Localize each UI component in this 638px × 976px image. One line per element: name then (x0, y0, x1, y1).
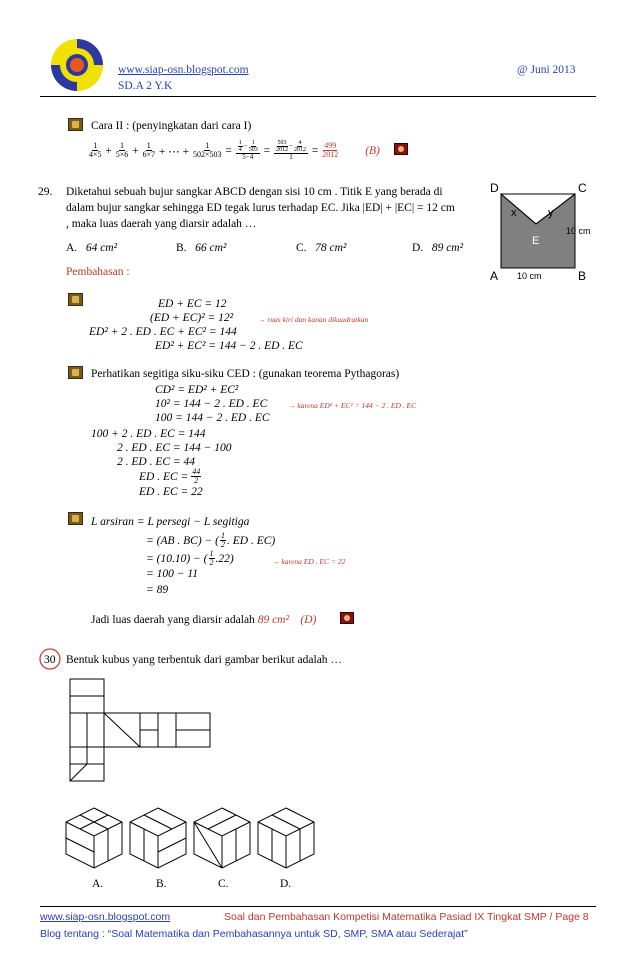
bullet-icon (68, 512, 83, 525)
fig-side-right: 10 cm (566, 226, 591, 236)
step2-line4: 100 + 2 . ED . EC = 144 (91, 428, 206, 440)
q29-option-c: C. 78 cm² (296, 242, 347, 254)
frac-5: $\frac{1}{4}$ − $\frac{1}{503}$ 5−4 (236, 140, 260, 161)
fig-label-a: A (490, 269, 499, 283)
cara2-label: Cara II : (penyingkatan dari cara I) (91, 120, 252, 132)
step2-line5: 2 . ED . EC = 144 − 100 (117, 442, 232, 454)
frac-6: $\frac{503}{2012}$ − $\frac{4}{2012}$ 1 (276, 140, 306, 161)
step1-line1: ED + EC = 12 (158, 298, 227, 310)
footer-site-link[interactable]: www.siap-osn.blogspot.com (40, 911, 171, 923)
cube-option-a (66, 808, 122, 868)
step3-note: → karena ED . EC = 22 (272, 557, 346, 566)
step3-line1: L arsiran = L persegi − L segitiga (91, 516, 250, 528)
bullet-icon (68, 366, 83, 379)
conclusion: Jadi luas daerah yang diarsir adalah 89 cm² (D) (91, 614, 317, 626)
step3-line4: = 100 − 11 (146, 568, 199, 580)
answer-badge-icon (394, 143, 408, 155)
q30-number: 30 (44, 654, 56, 666)
square-figure (486, 180, 604, 284)
bullet-icon (68, 118, 83, 131)
step3-line2: = (AB . BC) − ( $\frac{1}{2}$ . ED . EC) (146, 531, 276, 549)
footer-blog: Blog tentang : “Soal Matematika dan Pembahasannya untuk SD, SMP, SMA atau Sederajat” (40, 928, 468, 940)
step1-line2: (ED + EC)² = 12² (150, 312, 234, 324)
fig-label-b: B (578, 269, 587, 283)
frac-3: $\frac{1}{6\times 7}$ (142, 141, 156, 159)
answer-badge-icon (340, 612, 354, 624)
footer-rule (40, 906, 596, 907)
q30-option-a: A. (92, 878, 104, 890)
step2-intro: Perhatikan segitiga siku-siku CED : (gunakan teorema Pythagoras) (91, 368, 400, 380)
step2-line6: 2 . ED . EC = 44 (117, 456, 196, 468)
step2-line8: ED . EC = 22 (139, 486, 203, 498)
fig-label-x: x (511, 207, 517, 219)
cube-option-b (130, 808, 186, 868)
pembahasan-label: Pembahasan : (66, 266, 130, 278)
step1-line3: ED² + 2 . ED . EC + EC² = 144 (89, 326, 237, 338)
bullet-icon (68, 293, 83, 306)
frac-result: $\frac{499}{2012}$ (322, 141, 339, 159)
step2-line2: 10² = 144 − 2 . ED . EC (155, 398, 268, 410)
q29-option-a: A. 64 cm² (66, 242, 118, 254)
logo (48, 36, 106, 94)
fig-label-e: E (532, 235, 540, 247)
q29-line2: dalam bujur sangkar sehingga ED tegak lurus terhadap EC. Jika |ED| + |EC| = 12 cm (66, 202, 455, 214)
cube-option-c (194, 808, 250, 868)
frac-1: $\frac{1}{4\times 5}$ (89, 141, 102, 159)
q29-option-d: D. 89 cm² (412, 242, 464, 254)
step2-line3: 100 = 144 − 2 . ED . EC (155, 412, 270, 424)
step1-note: → ruas kiri dan kanan dikuadratkan (258, 315, 369, 324)
cube-options (62, 804, 342, 876)
step2-note: → karena ED² + EC² = 144 − 2 . ED . EC (288, 401, 417, 410)
q30-text: Bentuk kubus yang terbentuk dari gambar berikut adalah … (66, 654, 342, 666)
q29-option-b: B. 66 cm² (176, 242, 227, 254)
header-site-link[interactable]: www.siap-osn.blogspot.com (118, 64, 249, 76)
q30-option-d: D. (280, 878, 292, 890)
cara2-answer: (B) (365, 144, 380, 157)
step3-line5: = 89 (146, 584, 169, 596)
header-date: @ Juni 2013 (517, 64, 576, 76)
cara2-formula: $\frac{1}{4\times 5}$ + $\frac{1}{5\times 6}$ + $\frac{1}{6\times 7}$ + ⋯ + $\frac{1}{502\times 503}$ = $\frac{1}{4}$ − $\frac{1}{503}$ 5−4 = $\frac{503}{2012}$ − $\frac{4}{2012}$ 1 = $\frac{499}{2012}$ (B) (89, 140, 380, 161)
fig-label-c: C (578, 181, 587, 195)
q29-line1: Diketahui sebuah bujur sangkar ABCD dengan sisi 10 cm . Titik E yang berada di (66, 186, 443, 198)
header-rule (40, 96, 596, 97)
cube-net (66, 676, 216, 796)
frac-2: $\frac{1}{5\times 6}$ (115, 141, 129, 159)
q30-option-c: C. (218, 878, 229, 890)
fig-label-d: D (490, 181, 499, 195)
step1-line4: ED² + EC² = 144 − 2 . ED . EC (155, 340, 303, 352)
footer-title: Soal dan Pembahasan Kompetisi Matematika Pasiad IX Tingkat SMP / Page 8 (224, 911, 589, 923)
fig-side-bottom: 10 cm (517, 271, 542, 281)
q30-option-b: B. (156, 878, 167, 890)
header-author: SD.A 2 Y.K (118, 80, 173, 92)
cube-option-d (258, 808, 314, 868)
q29-number: 29. (38, 186, 53, 198)
step3-line3: = (10.10) − ( $\frac{1}{2}$ .22) (146, 549, 234, 567)
step2-line1: CD² = ED² + EC² (155, 384, 239, 396)
fig-label-y: y (548, 207, 554, 219)
q29-line3: , maka luas daerah yang diarsir adalah … (66, 218, 257, 230)
step2-line7: ED . EC = $\frac{44}{2}$ (139, 467, 201, 485)
frac-4: $\frac{1}{502\times 503}$ (193, 141, 222, 159)
